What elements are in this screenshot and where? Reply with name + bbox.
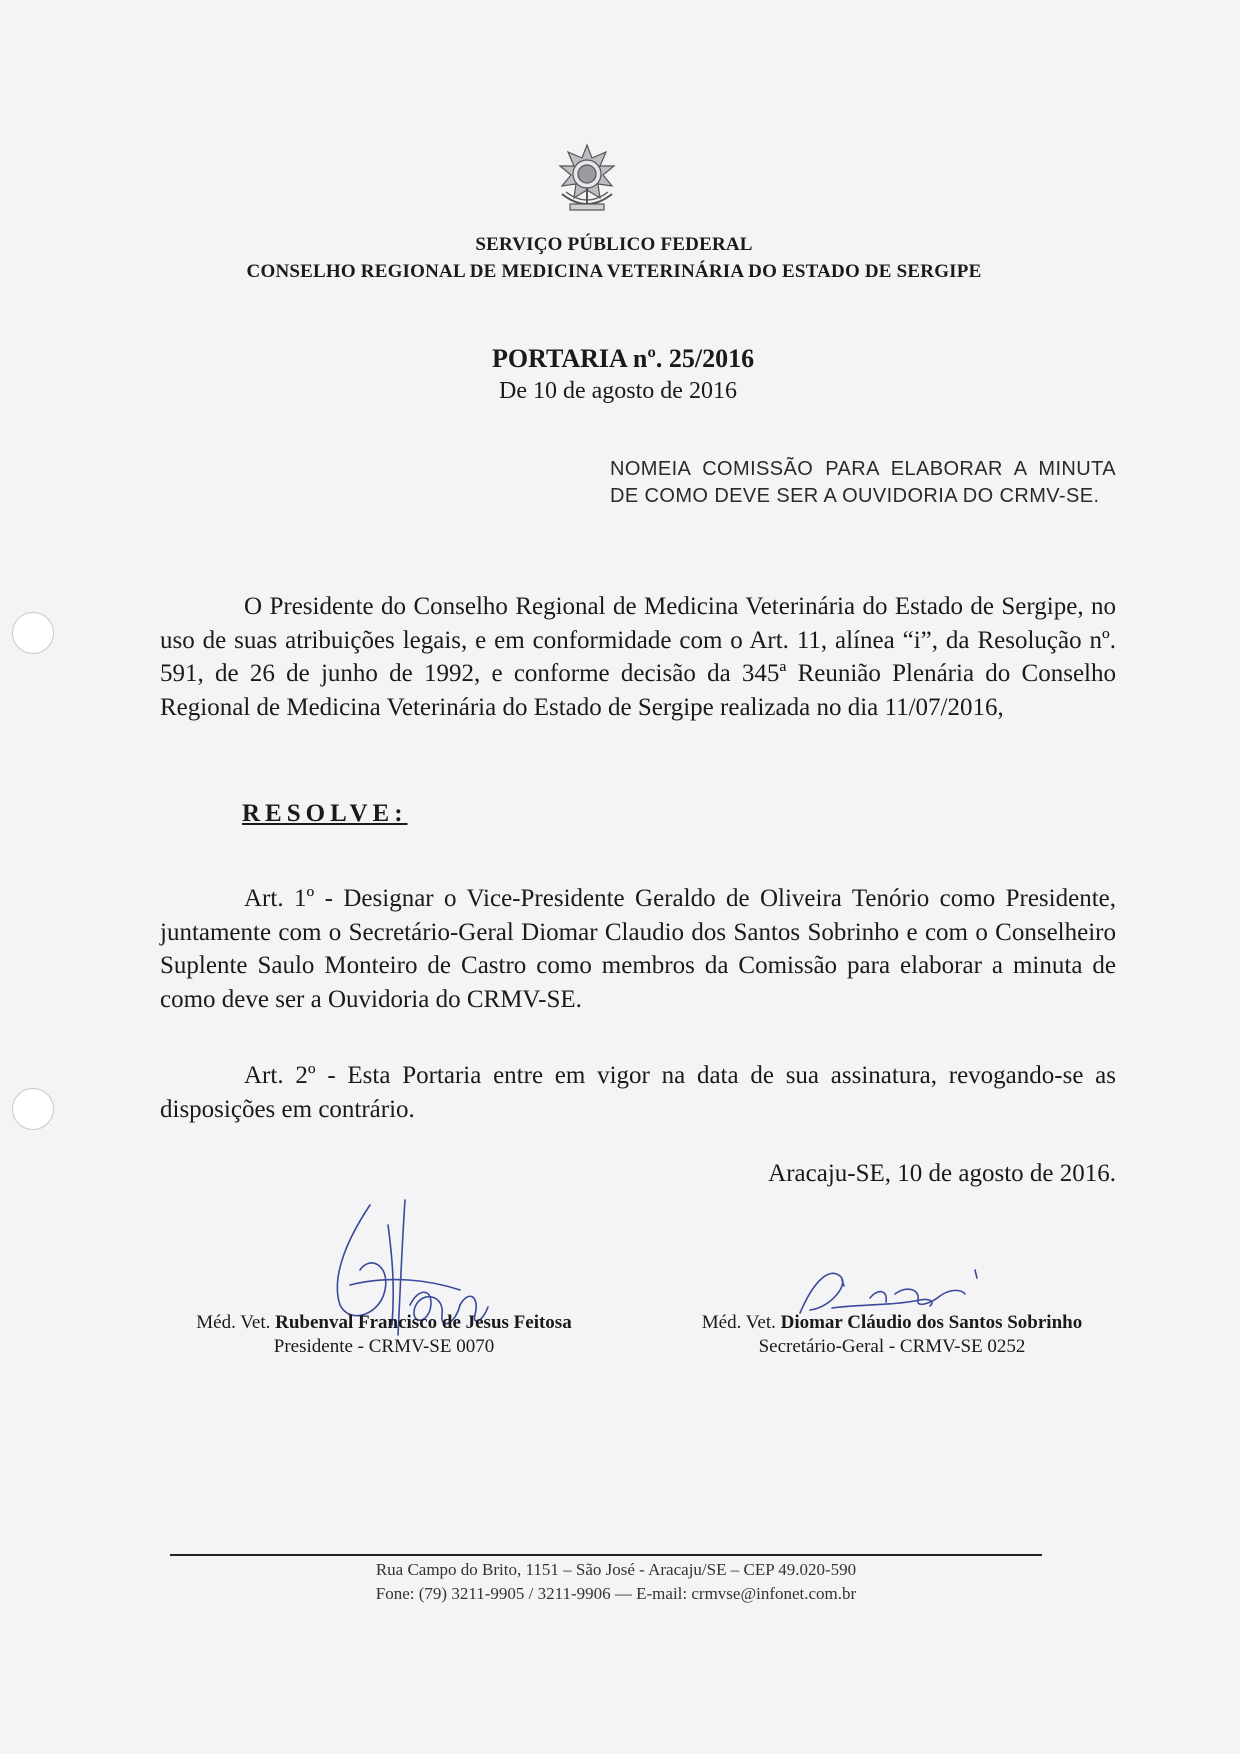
footer-contact: Fone: (79) 3211-9905 / 3211-9906 — E-mail: crmvse@infonet.com.br (375, 1584, 857, 1603)
signatory-role: Presidente - CRMV-SE 0070 (273, 1336, 495, 1357)
signature-block-president (160, 1312, 608, 1358)
header-line-2: CONSELHO REGIONAL DE MEDICINA VETERINÁRIA DO ESTADO DE SERGIPE (246, 261, 982, 282)
signatory-full-name: Rubenval Francisco de Jesus Feitosa (275, 1312, 572, 1333)
ementa: NOMEIA COMISSÃO PARA ELABORAR A MINUTA DE COMO DEVE SER A OUVIDORIA DO CRMV-SE. (610, 458, 1116, 507)
article-1: Art. 1º - Designar o Vice-Presidente Geraldo de Oliveira Tenório como Presidente, juntamente com o Secretário-Geral Diomar Claudio dos Santos Sobrinho e com o Conselheiro Suplente Saulo Monteiro de Castro como membros da Comissão para elaborar a minuta de como deve ser a Ouvidoria do CRMV-SE. (160, 885, 1116, 1013)
signatory-role: Secretário-Geral - CRMV-SE 0252 (758, 1336, 1026, 1357)
preambulo-paragraph: O Presidente do Conselho Regional de Medicina Veterinária do Estado de Sergipe, no uso de suas atribuições legais, e em conformidade com o Art. 11, alínea “i”, da Resolução nº. 591, de 26 de junho de 1992, e conforme decisão da 345ª Reunião Plenária do Conselho Regional de Medicina Veterinária do Estado de Sergipe realizada no dia 11/07/2016, (160, 593, 1116, 721)
signatory-full-name: Diomar Cláudio dos Santos Sobrinho (780, 1312, 1083, 1333)
signatory-name (666, 1312, 1118, 1334)
footer-divider (170, 1554, 1042, 1556)
header-line-1: SERVIÇO PÚBLICO FEDERAL (475, 234, 753, 255)
signatory-name (160, 1312, 608, 1334)
punch-hole (12, 1088, 54, 1130)
signature-block-secretary (666, 1312, 1118, 1358)
portaria-title: PORTARIA nº. 25/2016 (492, 344, 755, 373)
resolve-heading: RESOLVE: (242, 800, 408, 827)
punch-hole (12, 612, 54, 654)
place-and-date: Aracaju-SE, 10 de agosto de 2016. (768, 1160, 1116, 1187)
article-2: Art. 2º - Esta Portaria entre em vigor na data de sua assinatura, revogando-se as disposições em contrário. (160, 1062, 1116, 1123)
signatory-prefix: Méd. Vet. (701, 1312, 776, 1333)
signatory-prefix: Méd. Vet. (196, 1312, 271, 1333)
footer-address: Rua Campo do Brito, 1151 – São José - Aracaju/SE – CEP 49.020-590 (375, 1560, 857, 1579)
portaria-date: De 10 de agosto de 2016 (499, 378, 737, 404)
coat-of-arms-icon (548, 142, 626, 220)
